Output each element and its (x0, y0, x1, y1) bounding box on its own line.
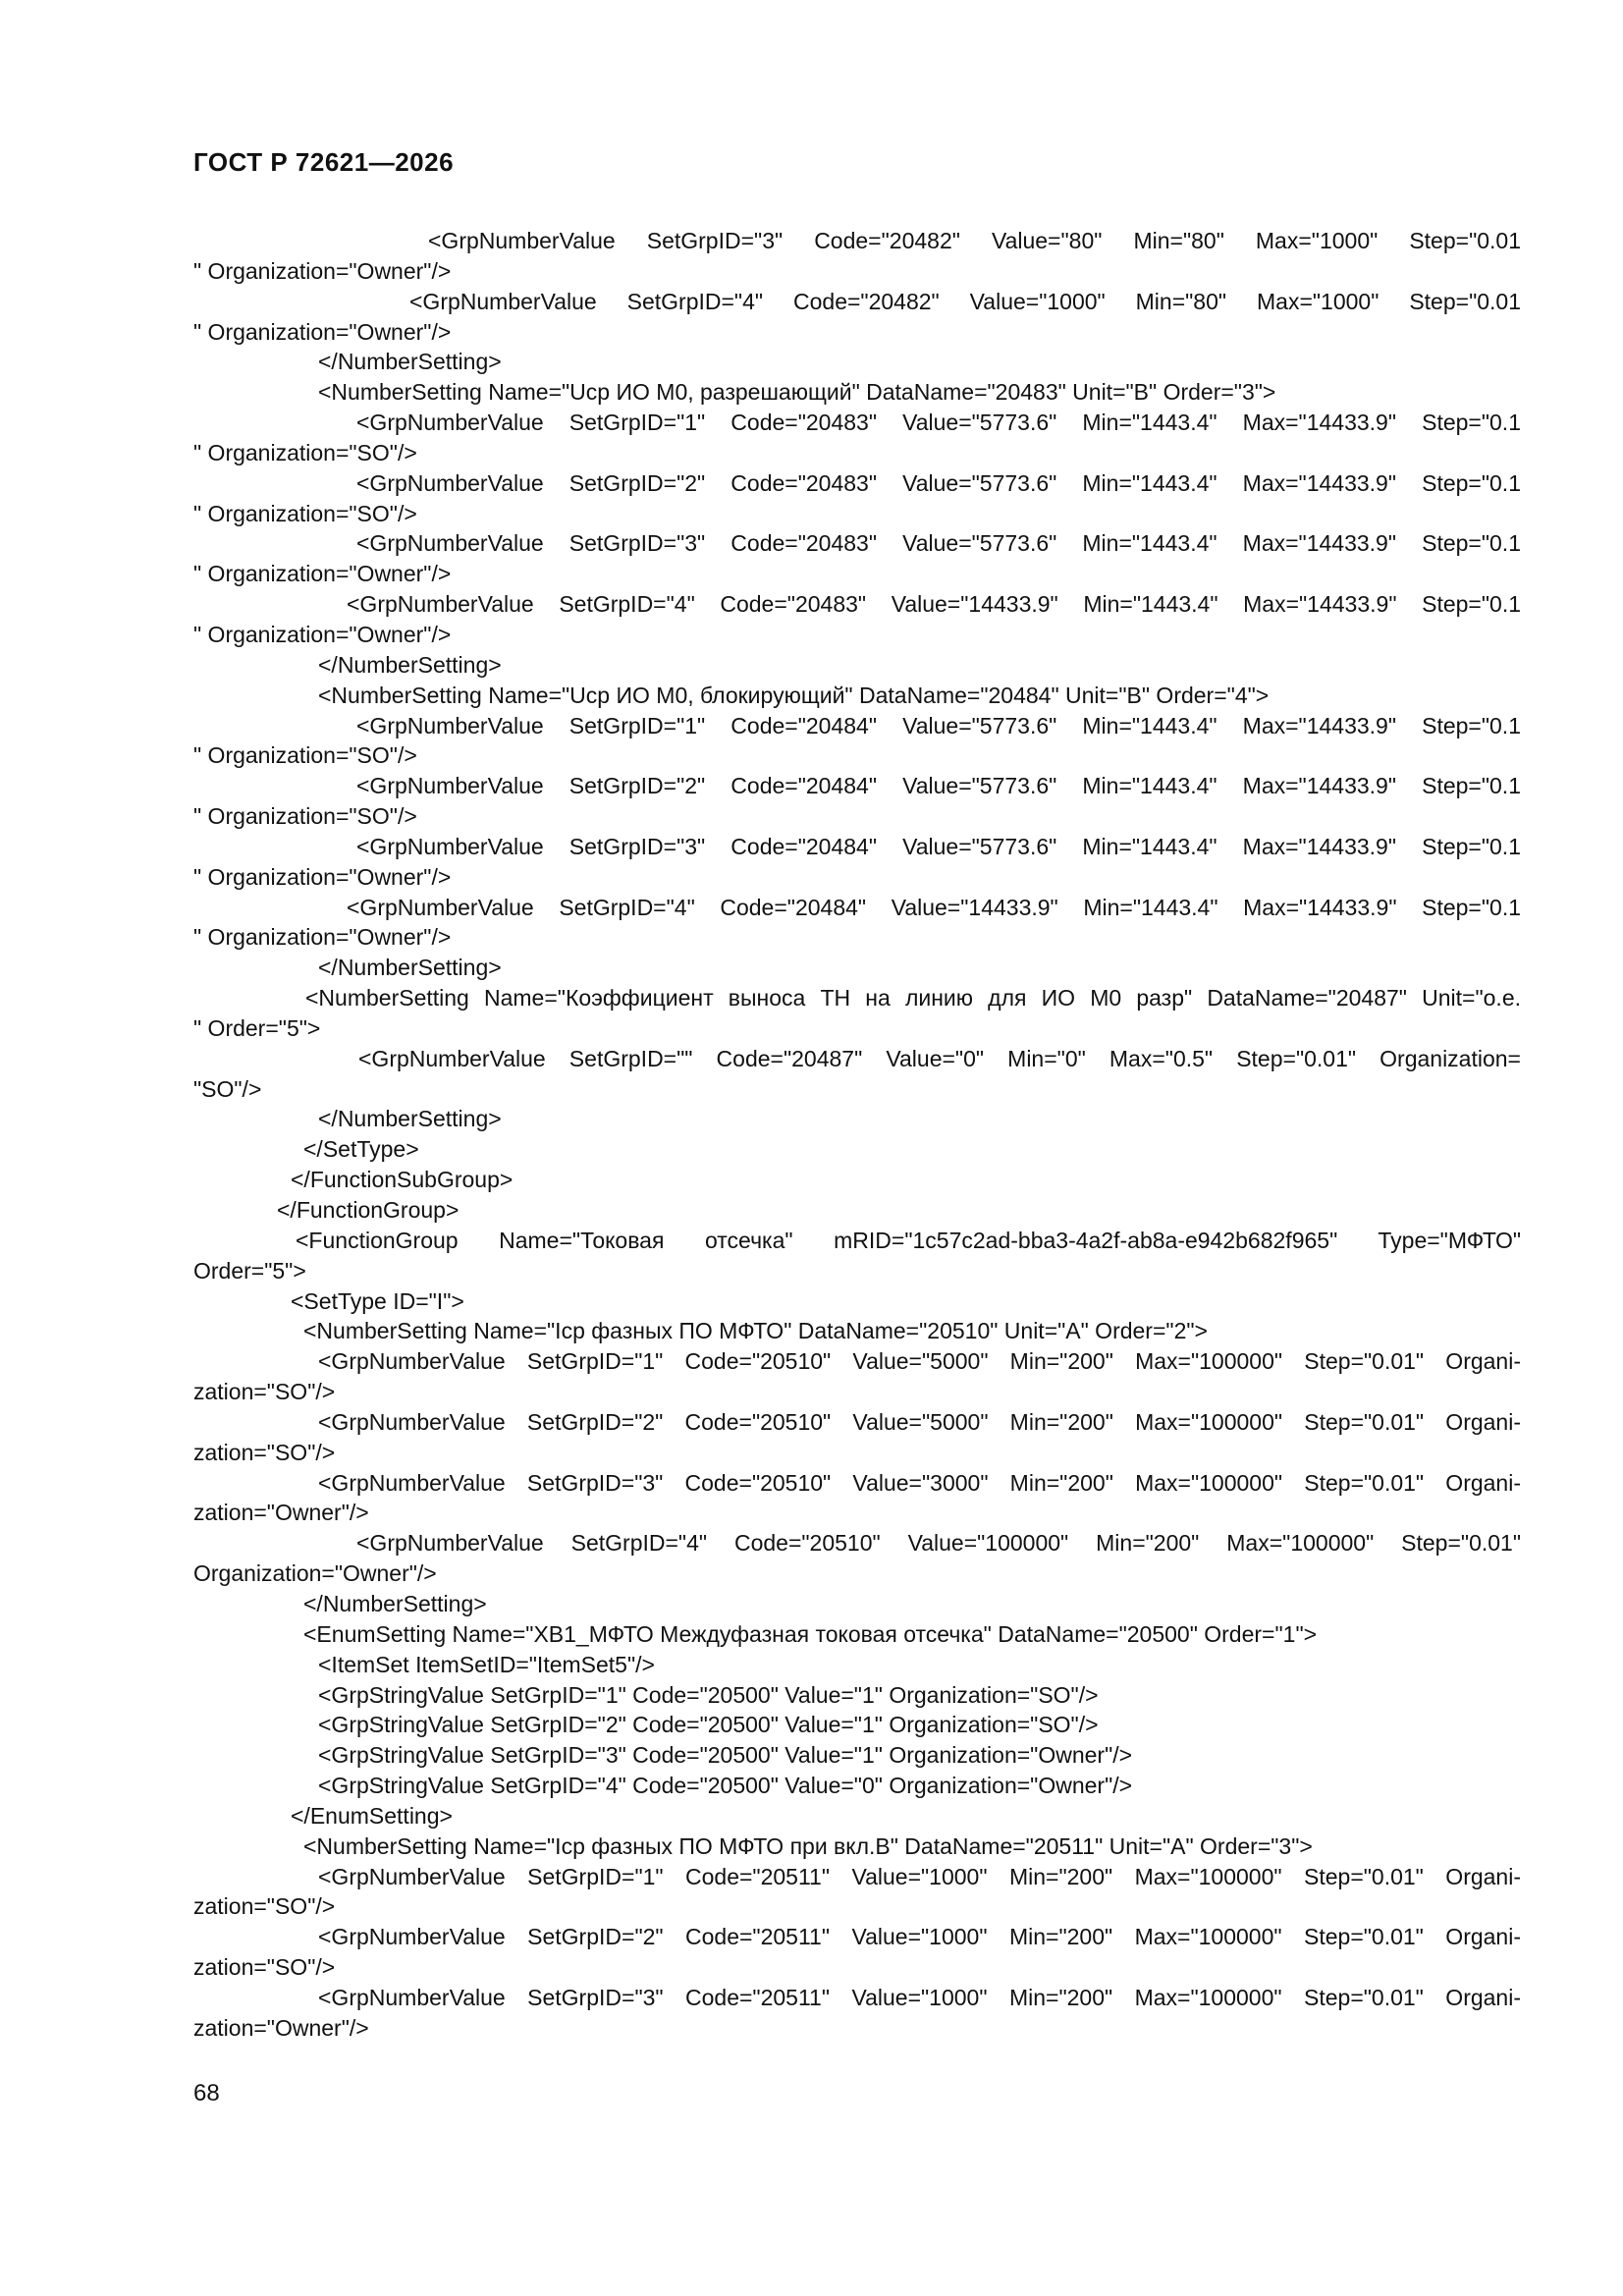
listing-line: <GrpStringValue SetGrpID="3" Code="20500" Value="1" Organization="Owner"/> (318, 1742, 1133, 1769)
listing-line: <GrpNumberValue SetGrpID="3" Code="20484" Value="5773.6" Min="1443.4" Max="14433.9" Step="0.1 (356, 833, 1521, 859)
listing-line: <GrpStringValue SetGrpID="4" Code="20500" Value="0" Organization="Owner"/> (318, 1773, 1133, 1799)
listing-line: zation="SO"/> (193, 1954, 336, 1981)
listing-line: <NumberSetting Name="Iср фазных ПО МФТО" DataName="20510" Unit="А" Order="2"> (303, 1318, 1208, 1344)
listing-line: </FunctionSubGroup> (291, 1167, 514, 1193)
listing-line: " Organization="Owner"/> (193, 318, 452, 345)
listing-line: <NumberSetting Name="Uср ИО М0, блокирующий" DataName="20484" Unit="В" Order="4"> (318, 682, 1270, 708)
listing-line: zation="SO"/> (193, 1893, 336, 1920)
listing-line: " Organization="SO"/> (193, 742, 417, 769)
listing-line: <GrpNumberValue SetGrpID="3" Code="20511" Value="1000" Min="200" Max="100000" Step="0.01" Organi- (318, 1984, 1521, 2010)
listing-line: <GrpStringValue SetGrpID="1" Code="20500" Value="1" Organization="SO"/> (318, 1681, 1099, 1708)
listing-line: Order="5"> (193, 1257, 306, 1284)
listing-line: <NumberSetting Name="Iср фазных ПО МФТО при вкл.В" DataName="20511" Unit="А" Order="3"> (303, 1832, 1313, 1859)
listing-line: <EnumSetting Name="ХВ1_МФТО Междуфазная токовая отсечка" DataName="20500" Order="1"> (303, 1620, 1318, 1647)
listing-line: <GrpNumberValue SetGrpID="4" Code="20483" Value="14433.9" Min="1443.4" Max="14433.9" Step="0.1 (347, 591, 1521, 618)
listing-line: </NumberSetting> (318, 1106, 502, 1132)
listing-line: <GrpNumberValue SetGrpID="4" Code="20510" Value="100000" Min="200" Max="100000" Step="0.01" (356, 1530, 1521, 1557)
listing-line: <GrpNumberValue SetGrpID="1" Code="20510" Value="5000" Min="200" Max="100000" Step="0.01" Organi- (318, 1348, 1521, 1375)
listing-line: <GrpNumberValue SetGrpID="2" Code="20511" Value="1000" Min="200" Max="100000" Step="0.01" Organi- (318, 1924, 1521, 1950)
listing-line: " Organization="Owner"/> (193, 621, 452, 647)
listing-line: zation="Owner"/> (193, 2014, 369, 2041)
listing-line: <NumberSetting Name="Коэффициент выноса ТН на линию для ИО М0 разр" DataName="20487" Unit="о.е. (305, 985, 1521, 1011)
listing-line: <NumberSetting Name="Uср ИО М0, разрешающий" DataName="20483" Unit="В" Order="3"> (318, 379, 1276, 406)
listing-line: <GrpNumberValue SetGrpID="1" Code="20483" Value="5773.6" Min="1443.4" Max="14433.9" Step="0.1 (356, 410, 1521, 436)
listing-line: <ItemSet ItemSetID="ItemSet5"/> (318, 1651, 655, 1677)
listing-line: " Order="5"> (193, 1014, 321, 1041)
listing-line: <GrpNumberValue SetGrpID="4" Code="20482" Value="1000" Min="80" Max="1000" Step="0.01 (409, 288, 1521, 314)
listing-line: " Organization="Owner"/> (193, 561, 452, 587)
listing-line: "SO"/> (193, 1075, 262, 1102)
listing-line: " Organization="SO"/> (193, 500, 417, 526)
listing-line: </NumberSetting> (318, 651, 502, 678)
listing-line: </SetType> (303, 1136, 419, 1163)
listing-line: <GrpNumberValue SetGrpID="2" Code="20483" Value="5773.6" Min="1443.4" Max="14433.9" Step="0.1 (356, 469, 1521, 496)
listing-line: <GrpNumberValue SetGrpID="2" Code="20484" Value="5773.6" Min="1443.4" Max="14433.9" Step="0.1 (356, 773, 1521, 799)
listing-line: <GrpNumberValue SetGrpID="4" Code="20484" Value="14433.9" Min="1443.4" Max="14433.9" Step="0.1 (347, 894, 1521, 920)
listing-line: <FunctionGroup Name="Токовая отсечка" mRID="1c57c2ad-bba3-4a2f-ab8a-e942b682f965" Type="МФТО" (296, 1227, 1521, 1253)
listing-line: </NumberSetting> (303, 1590, 487, 1616)
xml-listing (193, 226, 1521, 2044)
listing-line: zation="Owner"/> (193, 1500, 369, 1526)
listing-line: " Organization="Owner"/> (193, 257, 452, 284)
listing-line: " Organization="Owner"/> (193, 863, 452, 890)
listing-line: </EnumSetting> (291, 1802, 453, 1829)
listing-line: </FunctionGroup> (277, 1197, 460, 1223)
listing-line: <GrpNumberValue SetGrpID="1" Code="20511" Value="1000" Min="200" Max="100000" Step="0.01" Organi- (318, 1863, 1521, 1889)
listing-line: <GrpNumberValue SetGrpID="3" Code="20483" Value="5773.6" Min="1443.4" Max="14433.9" Step="0.1 (356, 530, 1521, 557)
listing-line: <GrpStringValue SetGrpID="2" Code="20500" Value="1" Organization="SO"/> (318, 1712, 1099, 1738)
listing-line: <GrpNumberValue SetGrpID="3" Code="20510" Value="3000" Min="200" Max="100000" Step="0.01" Organi- (318, 1469, 1521, 1496)
page-number: 68 (193, 2080, 220, 2106)
listing-line: </NumberSetting> (318, 955, 502, 981)
listing-line: <GrpNumberValue SetGrpID="1" Code="20484" Value="5773.6" Min="1443.4" Max="14433.9" Step="0.1 (356, 712, 1521, 738)
listing-line: </NumberSetting> (318, 349, 502, 375)
listing-line: " Organization="SO"/> (193, 803, 417, 830)
document-code-header: ГОСТ Р 72621—2026 (193, 147, 455, 177)
listing-line: <SetType ID="I"> (291, 1287, 464, 1314)
listing-line: zation="SO"/> (193, 1379, 336, 1405)
listing-line: " Organization="Owner"/> (193, 924, 452, 951)
listing-line: <GrpNumberValue SetGrpID="" Code="20487" Value="0" Min="0" Max="0.5" Step="0.01" Organization= (358, 1045, 1521, 1071)
listing-line: <GrpNumberValue SetGrpID="3" Code="20482" Value="80" Min="80" Max="1000" Step="0.01 (428, 228, 1521, 253)
listing-line: " Organization="SO"/> (193, 439, 417, 465)
listing-line: Organization="Owner"/> (193, 1560, 437, 1587)
listing-line: zation="SO"/> (193, 1439, 336, 1465)
listing-line: <GrpNumberValue SetGrpID="2" Code="20510" Value="5000" Min="200" Max="100000" Step="0.01" Organi- (318, 1408, 1521, 1435)
